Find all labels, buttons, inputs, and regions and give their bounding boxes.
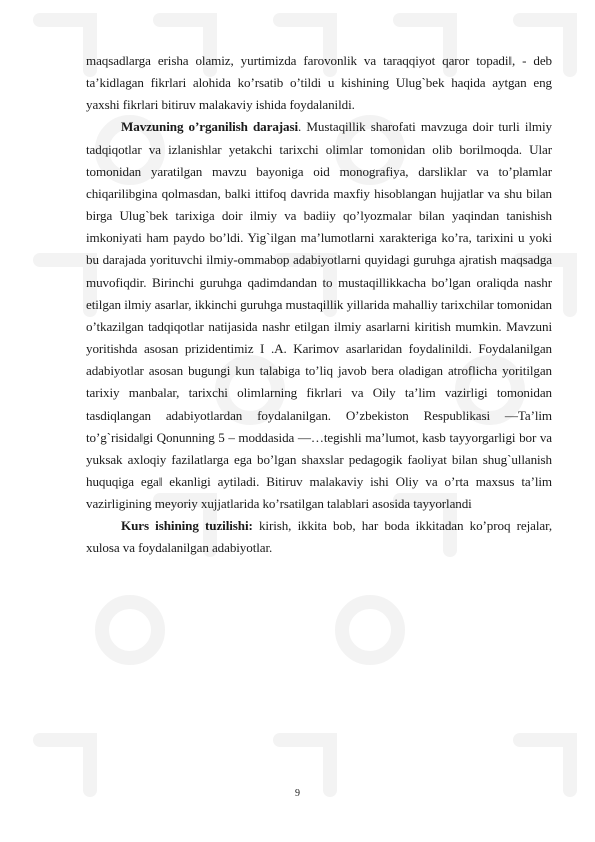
document-body <box>86 50 552 560</box>
paragraph-study-level <box>86 116 552 515</box>
page-number: 9 <box>295 788 300 799</box>
structure-text: kirish, ikkita bob, har boda ikkitadan ko’proq rejalar, xulosa va foydalanilgan adabiyotlar. <box>86 518 553 556</box>
study-level-heading: Mavzuning o’rganilish darajasi <box>121 119 299 135</box>
structure-heading: Kurs ishining tuzilishi: <box>121 518 253 534</box>
paragraph-intro <box>86 50 552 116</box>
paragraph-intro-text: maqsadlarga erisha olamiz, yurtimizda farovonlik va taraqqiyot qaror topadi‖, - deb ta’kidlagan fikrlari alohida ko’rsatib o’tildi u kishining Ulug`bek haqida aytgan eng yaxshi fikrlari bitiruv malakaviy ishida foydalanildi. <box>86 53 552 113</box>
paragraph-structure <box>86 515 552 559</box>
study-level-text: . Mustaqillik sharofati mavzuga doir turli ilmiy tadqiqotlar va izlanishlar yetakchi tarixchi olimlar tomonidan olib borilmoqda. Ular tomonidan yaratilgan mavzu bayoniga oid monografiya, darsliklar va to’plamlar chiqarilibgina qolmasdan, balki ittifoq davrida maxfiy hisoblangan hujjatlar va shu bilan birga Ulug`bek tarixiga doir ilmiy va badiiy qo’lyozmalar bilan yaqindan tanishish imkoniyati ham paydo bo’ldi. Yig`ilgan ma’lumotlarni xarakteriga ko’ra, tarixini u yoki bu darajada yorituvchi ilmiy-ommabop adabiyotlarni quyidagi guruhga ajratish maqsadga muvofiqdir. Birinchi guruhga qadimdandan to mustaqillikkacha bo’lgan oraliqda nashr etilgan ilmiy asarlar, ikkinchi guruhga mustaqillik yillarida mahalliy tarixchilar tomonidan o’tkazilgan tadqiqotlar natijasida nashr etilgan ilmiy asarlarni kiritish mumkin. Mavzuni yoritishda asosan prizidentimiz I .A. Karimov asarlaridan foydalinildi. Foydalanilgan adabiyotlar asosan bugungi kun talabiga to’liq javob bera oladigan atroflicha yoritilgan tarixiy manbalar, tarixchi olimlarning fikrlari va Oily ta’lim vazirligi tomonidan tasdiqlangan adabiyotlardan foydalanilgan. O’zbekiston Respublikasi ―Ta’lim to’g`risida‖gi Qonunning 5 – moddasida ―…tegishli ma’lumot, kasb tayyorgarligi bor va yuksak axloqiy fazilatlarga ega bo’lgan shaxslar pedagogik faoliyat bilan shug`ullanish huquqiga ega‖ ekanligi aytiladi. Bitiruv malakaviy ishi Oliy va o’rta maxsus ta’lim vazirligining meyoriy xujjatlarida ko’rsatilgan talablari asosida tayyorlandi <box>86 119 552 512</box>
